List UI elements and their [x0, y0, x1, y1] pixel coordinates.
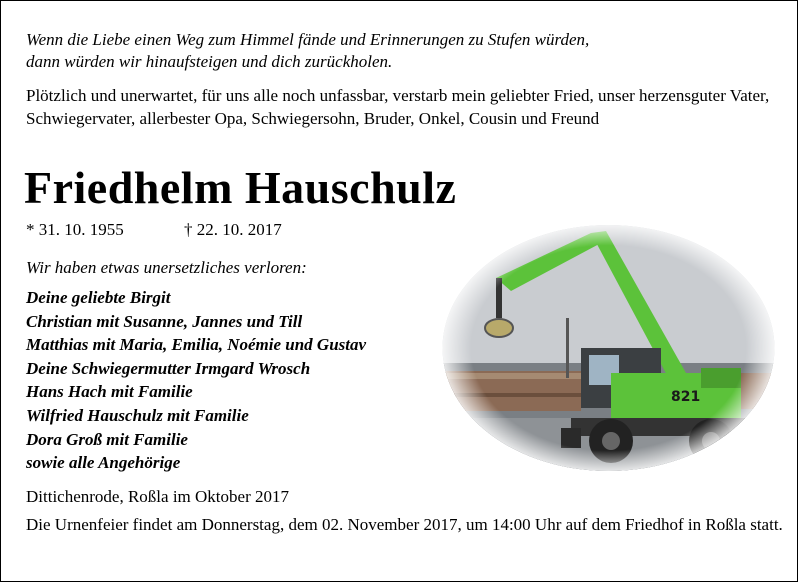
life-dates — [26, 219, 282, 241]
place-date: Dittichenrode, Roßla im Oktober 2017 — [26, 487, 289, 506]
deceased-name: Friedhelm Hauschulz — [24, 162, 457, 213]
mourner-line: Wilfried Hauschulz mit Familie — [26, 405, 249, 425]
quote-line-1: Wenn die Liebe einen Weg zum Himmel fände und Erinnerungen zu Stufen würden, — [26, 30, 590, 49]
mourner-line: sowie alle Angehörige — [26, 453, 181, 473]
mourner-line: Christian mit Susanne, Jannes und Till — [26, 311, 303, 331]
ceremony-info: Die Urnenfeier findet am Donnerstag, dem 02. November 2017, um 14:00 Uhr auf dem Friedhof in Roßla statt. — [26, 515, 783, 534]
mourners-list — [26, 286, 366, 475]
mourner-line: Dora Groß mit Familie — [26, 429, 188, 449]
birth-date: * 31. 10. 1955 — [26, 220, 124, 239]
lost-statement: Wir haben etwas unersetzliches verloren: — [26, 258, 307, 277]
mourner-line: Deine Schwiegermutter Irmgard Wrosch — [26, 358, 311, 378]
excavator-photo — [441, 223, 776, 473]
quote-line-2: dann würden wir hinaufsteigen und dich zurückholen. — [26, 52, 393, 71]
intro-text: Plötzlich und unerwartet, für uns alle noch unfassbar, verstarb mein geliebter Fried, unser herzensguter Vater, Schwiegervater, allerbester Opa, Schwiegersohn, Bruder, Onkel, Cousin und Freund — [26, 86, 770, 128]
mourner-line: Deine geliebte Birgit — [26, 288, 171, 307]
quote — [26, 29, 746, 73]
mourner-line: Hans Hach mit Familie — [26, 382, 193, 402]
death-date: † 22. 10. 2017 — [184, 220, 282, 239]
mourner-line: Matthias mit Maria, Emilia, Noémie und Gustav — [26, 335, 367, 355]
